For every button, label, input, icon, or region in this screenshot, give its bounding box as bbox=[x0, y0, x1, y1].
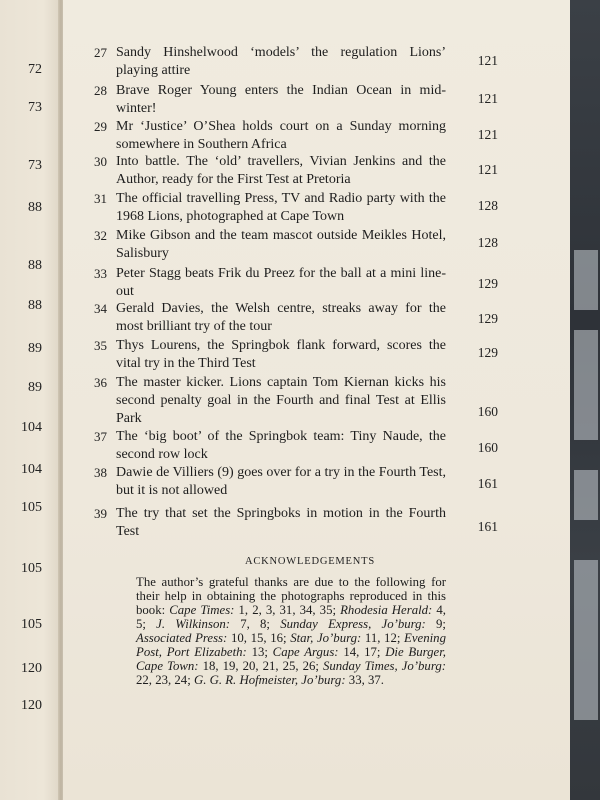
plate-number: 37 bbox=[94, 429, 107, 444]
plate-page-number: 121 bbox=[477, 127, 498, 142]
plate-caption: Mr ‘Justice’ O’Shea holds court on a Sunday morning somewhere in Southern Africa bbox=[116, 119, 446, 152]
plate-caption: Gerald Davies, the Welsh centre, streaks away for the most brilliant try of the tour bbox=[116, 301, 446, 334]
plate-page-number: 161 bbox=[477, 519, 498, 534]
plate-number: 32 bbox=[94, 228, 107, 243]
plate-page-number: 128 bbox=[477, 235, 498, 250]
plate-caption: The try that set the Springboks in motion in the Fourth Test bbox=[116, 506, 446, 539]
plate-number: 31 bbox=[94, 191, 107, 206]
plate-caption: Mike Gibson and the team mascot outside Meikles Hotel, Salisbury bbox=[116, 228, 446, 261]
plate-number: 38 bbox=[94, 465, 107, 480]
left-page-number: 89 bbox=[28, 341, 42, 356]
credit-plates: 18, 19, 20, 21, 25, 26; bbox=[198, 659, 323, 673]
plate-number: 35 bbox=[94, 338, 107, 353]
plate-page-number: 161 bbox=[477, 476, 498, 491]
left-page-number: 88 bbox=[28, 258, 42, 273]
credit-source: Sunday Times, Jo’burg: bbox=[322, 659, 446, 673]
plate-caption: The ‘big boot’ of the Springbok team: Tiny Naude, the second row lock bbox=[116, 429, 446, 462]
credit-plates: 10, 15, 16; bbox=[227, 631, 291, 645]
plate-page-number: 160 bbox=[477, 404, 498, 419]
credit-plates: 7, 8; bbox=[230, 617, 281, 631]
left-page-number: 105 bbox=[21, 561, 42, 576]
plate-page-number: 121 bbox=[477, 53, 498, 68]
plate-caption: Into battle. The ‘old’ travellers, Vivian Jenkins and the Author, ready for the First Test at Pretoria bbox=[116, 154, 446, 187]
plate-number: 34 bbox=[94, 301, 107, 316]
fabric-pattern bbox=[574, 330, 598, 440]
plate-caption: Thys Lourens, the Springbok flank forward, scores the vital try in the Third Test bbox=[116, 338, 446, 371]
credit-source: Evening Post, Port Elizabeth: bbox=[136, 631, 446, 659]
plate-page-number: 160 bbox=[477, 440, 498, 455]
plate-number: 33 bbox=[94, 266, 107, 281]
plate-number: 29 bbox=[94, 119, 107, 134]
credit-source: Star, Jo’burg: bbox=[290, 631, 362, 645]
left-page-number: 88 bbox=[28, 298, 42, 313]
plate-page-number: 121 bbox=[477, 162, 498, 177]
left-page-number: 89 bbox=[28, 380, 42, 395]
credit-plates: 4, 5; bbox=[136, 603, 446, 631]
left-page-number: 120 bbox=[21, 661, 42, 676]
plate-caption: The official travelling Press, TV and Radio party with the 1968 Lions, photographed at Cape Town bbox=[116, 191, 446, 224]
left-page-number: 73 bbox=[28, 158, 42, 173]
plate-number: 36 bbox=[94, 375, 107, 390]
plate-page-number: 129 bbox=[477, 276, 498, 291]
plate-page-number: 128 bbox=[477, 198, 498, 213]
credit-source: Sunday Express, Jo’burg: bbox=[280, 617, 426, 631]
acknowledgements-intro: The author’s grateful thanks are due to the following for their help in obtaining the photographs reproduced in this book: bbox=[136, 575, 446, 617]
credit-source: Die Burger, Cape Town: bbox=[136, 645, 446, 673]
credit-plates: 14, 17; bbox=[338, 645, 386, 659]
left-page-number: 120 bbox=[21, 698, 42, 713]
left-page-number: 88 bbox=[28, 200, 42, 215]
plate-number: 39 bbox=[94, 506, 107, 521]
plate-page-number: 129 bbox=[477, 311, 498, 326]
credit-plates: 13; bbox=[246, 645, 273, 659]
left-page-number: 73 bbox=[28, 100, 42, 115]
credit-source: Rhodesia Herald: bbox=[340, 603, 433, 617]
plate-page-number: 129 bbox=[477, 345, 498, 360]
fabric-pattern bbox=[574, 470, 598, 520]
credit-plates: 1, 2, 3, 31, 34, 35; bbox=[234, 603, 341, 617]
left-page-number: 72 bbox=[28, 62, 42, 77]
plate-caption: Brave Roger Young enters the Indian Ocean in mid-winter! bbox=[116, 83, 446, 116]
fabric-pattern bbox=[574, 250, 598, 310]
acknowledgements-text bbox=[136, 575, 446, 687]
plate-caption: The master kicker. Lions captain Tom Kiernan kicks his second penalty goal in the Fourth and final Test at Ellis Park bbox=[116, 375, 446, 426]
plate-number: 30 bbox=[94, 154, 107, 169]
left-page-number: 104 bbox=[21, 462, 42, 477]
credit-source: Cape Argus: bbox=[272, 645, 339, 659]
plate-number: 28 bbox=[94, 83, 107, 98]
credit-plates: 9; bbox=[425, 617, 446, 631]
plate-page-number: 121 bbox=[477, 91, 498, 106]
plate-caption: Peter Stagg beats Frik du Preez for the ball at a mini line-out bbox=[116, 266, 446, 299]
credit-source: Associated Press: bbox=[136, 631, 228, 645]
fabric-pattern bbox=[574, 560, 598, 720]
left-page-number: 104 bbox=[21, 420, 42, 435]
plate-caption: Dawie de Villiers (9) goes over for a try in the Fourth Test, but it is not allowed bbox=[116, 465, 446, 498]
credit-source: J. Wilkinson: bbox=[156, 617, 230, 631]
plate-caption: Sandy Hinshelwood ‘models’ the regulation Lions’ playing attire bbox=[116, 45, 446, 78]
left-page-number: 105 bbox=[21, 500, 42, 515]
credit-plates: 33, 37. bbox=[345, 673, 384, 687]
credit-source: G. G. R. Hofmeister, Jo’burg: bbox=[193, 673, 346, 687]
credit-plates: 22, 23, 24; bbox=[136, 673, 194, 687]
left-page bbox=[0, 0, 62, 800]
plate-number: 27 bbox=[94, 45, 107, 60]
credit-source: Cape Times: bbox=[169, 603, 235, 617]
acknowledgements-heading: ACKNOWLEDGEMENTS bbox=[244, 556, 376, 567]
left-page-number: 105 bbox=[21, 617, 42, 632]
credit-plates: 11, 12; bbox=[361, 631, 405, 645]
